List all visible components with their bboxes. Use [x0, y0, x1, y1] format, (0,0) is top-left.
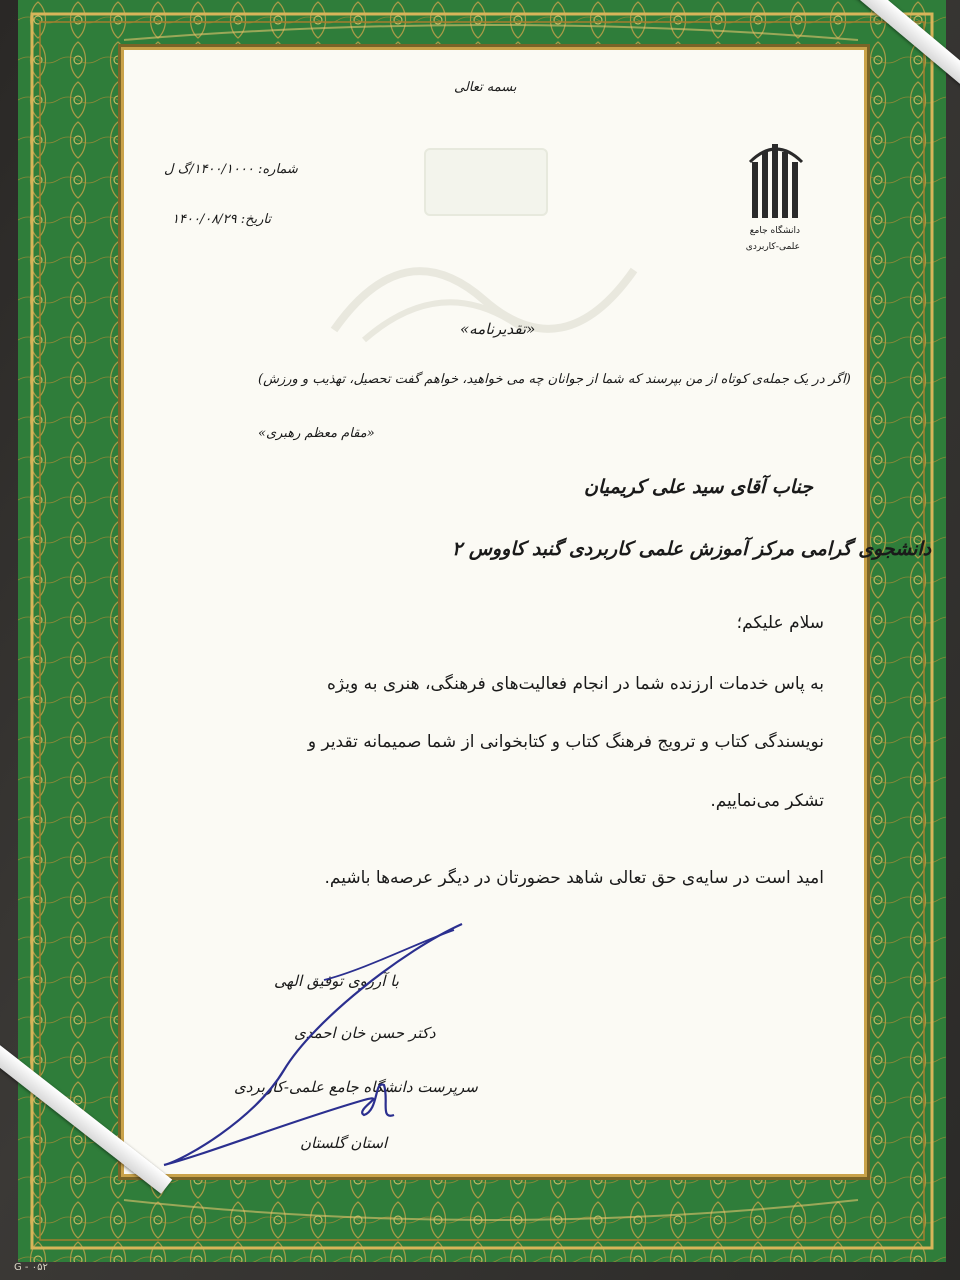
quote-attribution: «مقام معظم رهبری» [258, 426, 375, 441]
closing-line: امید است در سایه‌ی حق تعالی شاهد حضورتان در دیگر عرصه‌ها باشیم. [324, 868, 824, 888]
certificate-paper [124, 50, 932, 1174]
greeting: سلام علیکم؛ [736, 613, 824, 633]
body-line-2: نویسندگی کتاب و ترویج فرهنگ کتاب و کتابخوانی از شما صمیمانه تقدیر و [307, 732, 824, 752]
basmala: بسمه تعالی [454, 80, 517, 95]
university-logo-icon [748, 142, 804, 222]
signatory-role: سرپرست دانشگاه جامع علمی-کاربردی [234, 1078, 478, 1096]
form-code: G - ۰۵۲ [14, 1262, 48, 1273]
signatory-name: دکتر حسن خان احمدی [294, 1024, 436, 1042]
recipient-name: جناب آقای سید علی کریمیان [584, 476, 814, 498]
body-line-3: تشکر می‌نماییم. [710, 791, 824, 811]
letter-number: شماره: ۱۴۰۰/۱۰۰۰/گ ل [164, 162, 298, 177]
logo-text-line1: دانشگاه جامع [749, 226, 800, 236]
certificate-title: «تقدیرنامه» [460, 320, 536, 338]
letter-date: تاریخ: ۱۴۰۰/۰۸/۲۹ [172, 212, 272, 227]
logo-text-line2: علمی-کاربردی [745, 242, 800, 252]
signatory-province: استان گلستان [300, 1134, 388, 1152]
quote-text: (اگر در یک جمله‌ی کوتاه از من بپرسند که شما از جوانان چه می خواهید، خواهم گفت تحصیل، تهذیب و ورزش) [258, 372, 851, 387]
recipient-description: دانشجوی گرامی مرکز آموزش علمی کاربردی گنبد کاووس ۲ [452, 538, 932, 560]
handwritten-signature [144, 910, 484, 1180]
watermark-emblem [424, 148, 548, 216]
body-line-1: به پاس خدمات ارزنده شما در انجام فعالیت‌های فرهنگی، هنری به ویژه [326, 674, 824, 694]
signature-wish: با آرزوی توفیق الهی [274, 972, 399, 990]
university-logo [745, 142, 804, 282]
